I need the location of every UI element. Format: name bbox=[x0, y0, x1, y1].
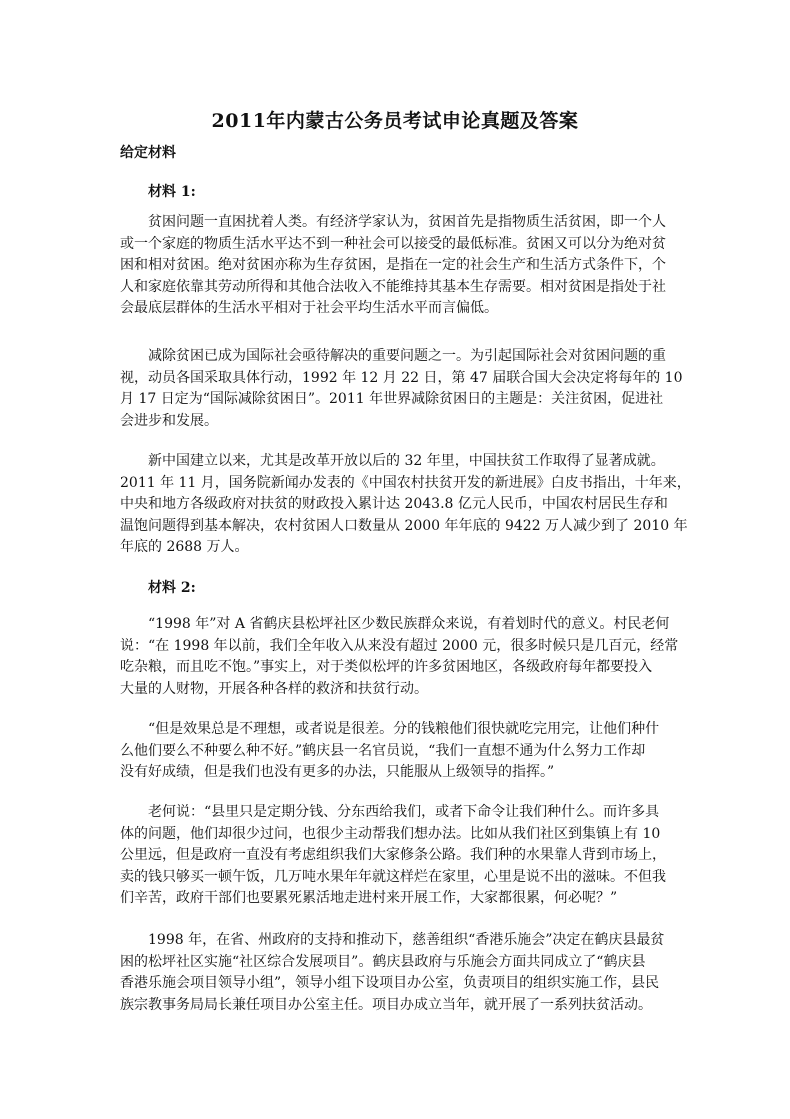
paragraph-line: 中央和地方各级政府对扶贫的财政投入累计达 2043.8 亿元人民币，中国农村居民生存和 bbox=[120, 496, 668, 512]
material-2-heading: 材料 2: bbox=[148, 580, 196, 596]
paragraph-line: 困和相对贫困。绝对贫困亦称为生存贫困，是指在一定的社会生产和生活方式条件下，个 bbox=[120, 257, 666, 273]
paragraph-line: 没有好成绩，但是我们也没有更多的办法，只能服从上级领导的指挥。” bbox=[120, 764, 555, 780]
paragraph-line: “但是效果总是不理想，或者说是很差。分的钱粮他们很快就吃完用完，让他们种什 bbox=[148, 721, 660, 737]
paragraph-5 bbox=[120, 719, 660, 784]
paragraph-line: 们辛苦，政府干部们也要累死累活地走进村来开展工作，大家都很累，何必呢？” bbox=[120, 890, 618, 906]
paragraph-line: 贫困问题一直困扰着人类。有经济学家认为，贫困首先是指物质生活贫困，即一个人 bbox=[148, 214, 666, 230]
paragraph-2 bbox=[120, 346, 683, 432]
paragraph-line: 么他们要么不种要么种不好。”鹤庆县一名官员说，“我们一直想不通为什么努力工作却 bbox=[120, 742, 646, 759]
paragraph-1 bbox=[120, 212, 666, 320]
paragraph-3 bbox=[120, 451, 691, 559]
paragraph-line: “1998 年”对 A 省鹤庆县松坪社区少数民族群众来说，有着划时代的意义。村民老何 bbox=[148, 616, 670, 632]
paragraph-6 bbox=[120, 802, 666, 910]
paragraph-line: 月 17 日定为“国际减除贫困日”。2011 年世界减除贫困日的主题是：关注贫困，促进社 bbox=[120, 391, 664, 407]
paragraph-line: 1998 年，在省、州政府的支持和推动下，慈善组织“香港乐施会”决定在鹤庆县最贫 bbox=[148, 932, 665, 948]
paragraph-line: 年底的 2688 万人。 bbox=[120, 539, 249, 555]
paragraph-line: 会进步和发展。 bbox=[120, 412, 218, 429]
paragraph-7 bbox=[120, 930, 665, 1016]
paragraph-line: 减除贫困已成为国际社会亟待解决的重要问题之一。为引起国际社会对贫困问题的重 bbox=[148, 348, 666, 364]
section-heading: 给定材料 bbox=[120, 145, 176, 161]
paragraph-line: 体的问题，他们却很少过问，也很少主动帮我们想办法。比如从我们社区到集镇上有 10 bbox=[120, 825, 661, 842]
paragraph-line: 族宗教事务局局长兼任项目办公室主任。项目办成立当年，就开展了一系列扶贫活动。 bbox=[120, 996, 652, 1013]
paragraph-line: 香港乐施会项目领导小组”，领导小组下设项目办公室，负责项目的组织实施工作，县民 bbox=[120, 975, 660, 991]
paragraph-line: 温饱问题得到基本解决，农村贫困人口数量从 2000 年年底的 9422 万人减少到了 2010 年 bbox=[120, 517, 688, 534]
paragraph-line: 2011 年 11 月，国务院新闻办发表的《中国农村扶贫开发的新进展》白皮书指出，十年来， bbox=[120, 474, 691, 491]
paragraph-line: 吃杂粮，而且吃不饱。”事实上，对于类似松坪的许多贫困地区，各级政府每年都要投入 bbox=[120, 659, 653, 675]
paragraph-line: 公里远，但是政府一直没有考虑组织我们大家修条公路。我们种的水果靠人背到市场上， bbox=[120, 847, 666, 863]
paragraph-4 bbox=[120, 614, 679, 700]
paragraph-line: 新中国建立以来，尤其是改革开放以后的 32 年里，中国扶贫工作取得了显著成就。 bbox=[148, 453, 665, 469]
paragraph-line: 老何说：“县里只是定期分钱、分东西给我们，或者下命令让我们种什么。而许多具 bbox=[148, 804, 660, 820]
document-title: 2011年内蒙古公务员考试申论真题及答案 bbox=[211, 110, 579, 132]
material-1-heading: 材料 1: bbox=[148, 184, 196, 200]
paragraph-line: 视，动员各国采取具体行动，1992 年 12 月 22 日，第 47 届联合国大会决定将每年的 10 bbox=[120, 369, 683, 386]
paragraph-line: 会最底层群体的生活水平相对于社会平均生活水平而言偏低。 bbox=[120, 300, 498, 316]
paragraph-line: 或一个家庭的物质生活水平达不到一种社会可以接受的最低标准。贫困又可以分为绝对贫 bbox=[120, 235, 666, 252]
paragraph-line: 大量的人财物，开展各种各样的救济和扶贫行动。 bbox=[120, 680, 428, 697]
paragraph-line: 说：“在 1998 年以前，我们全年收入从来没有超过 2000 元，很多时候只是几百元，经常 bbox=[120, 637, 679, 654]
paragraph-line: 人和家庭依靠其劳动所得和其他合法收入不能维持其基本生存需要。相对贫困是指处于社 bbox=[120, 278, 666, 295]
paragraph-line: 卖的钱只够买一顿午饭，几万吨水果年年就这样烂在家里，心里是说不出的滋味。不但我 bbox=[120, 868, 666, 885]
paragraph-line: 困的松坪社区实施“社区综合发展项目”。鹤庆县政府与乐施会方面共同成立了“鹤庆县 bbox=[120, 953, 646, 970]
